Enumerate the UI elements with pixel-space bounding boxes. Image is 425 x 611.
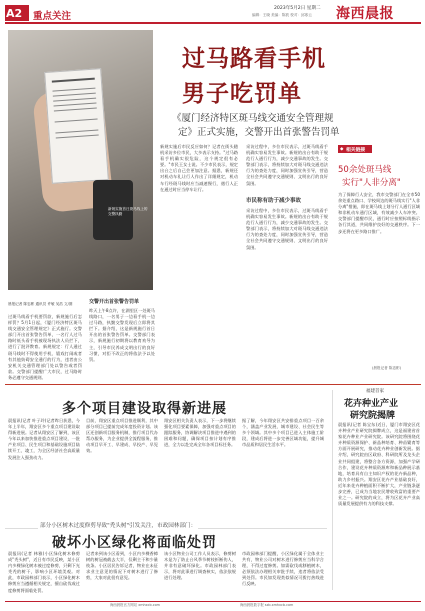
story-body-col4: 采访过程中，多位市民表示，过斑马线看手机确实容易发生事故。新规的出台有助于规范行人通行行为，减少交通事故的发生。交警部门表示，将持续加大对斑马线交通违法行为的查处力度，同时加强宣传引导，营造全社会共同遵守交通规则、文明出行的良好氛围。 bbox=[246, 144, 328, 186]
story2-col1: 晨报讯(记者 叶子玲)记者昨日获悉，今年上半年，翔安区多个重点项目建设取得新进展。记者从翔安区了解到，该区今年以来加快推进重点项目建设，一批产业项目、民生项目和基础设施项目陆续开工、竣工，为全区经济社会高质量发展注入强劲动力。 bbox=[8, 418, 80, 460]
divider-1 bbox=[5, 384, 421, 385]
headline-line1: 过马路看手机 bbox=[182, 46, 326, 72]
headline-line2: 男子吃罚单 bbox=[182, 81, 302, 107]
footer-right: 海西晨报数字报 szb.xmhxcb.com bbox=[240, 603, 294, 607]
subheadline-line2: 定》正式实施，交警开出首张警告罚单 bbox=[178, 127, 340, 138]
subhead-2: 市民称有助于减少事故 bbox=[246, 198, 302, 204]
story-body-col2: 昨天上午8点许，在湖里区一处斑马线路口，一名男子一边看手机一边过马路，执勤交警发现后立即将其拦下。据介绍，这是新规施行首日开出的首张警告罚单。交警部门表示，新规施行初期将以教育劝导为主，引导市民养成文明出行的良好习惯，对拒不改正的将依法予以处罚。 bbox=[89, 308, 155, 362]
story-body-col4b: 采访过程中，多位市民表示，过斑马线看手机确实容易发生事故。新规的出台有助于规范行人通行行为，减少交通事故的发生。交警部门表示，将持续加大对斑马线交通违法行为的查处力度，同时加强宣传引导，营造全社会共同遵守交通规则、文明出行的良好氛围。 bbox=[246, 208, 328, 250]
byline: 晨报记者 陈忠彬 通讯员 许敏 吴浩 文/图 bbox=[8, 302, 73, 306]
sidebar2-title-line2: 研究院揭牌 bbox=[350, 411, 396, 421]
section-heading: 交警开出首张警告罚单 bbox=[89, 299, 140, 305]
sidebar-title-line1: 50余处斑马线 bbox=[338, 165, 392, 175]
page-number: A2 bbox=[6, 7, 23, 20]
photo-ticket bbox=[44, 68, 109, 184]
sidebar-title-line2: 实行"人非分离" bbox=[342, 178, 401, 188]
masthead-logo: 海西晨报 bbox=[336, 6, 394, 22]
header-rule bbox=[5, 22, 421, 24]
story3-col4: 市政园林部门提醒，小区绿化属于全体业主共有，物业公司对树木进行修剪应当科学合理，不得过度修剪。如需砍伐或移植树木，必须依法办理相关审批手续，违者将依法受到处罚。市民如发现类似情况可拨打热线进行反映。 bbox=[242, 551, 324, 587]
story3-col1: 晨报讯(记者 林雅)小区绿化树木修剪成"秃头树"，近日有市民反映，某小区内多棵绿化树木被过度修剪，只剩下光秃秃的树干，影响小区环境美观。对此，市政园林部门表示，小区绿化树木修剪应当遵循相关规定，擅自砍伐或过度修剪将面临处罚。 bbox=[8, 551, 80, 593]
story2-col2: 目前，翔安区重点项目推进顺利，其中部分项目已提前完成年度投资计划。该区还创新项目服务机制，推行项目代办帮办服务，为企业提供全流程服务，推动项目早开工、早建成、早投产、早见效。 bbox=[86, 418, 158, 454]
footer-left: 海西晨报官方网站 xmhxcb.com bbox=[110, 603, 160, 607]
story3-headline: 破坏小区绿化将面临处罚 bbox=[52, 535, 217, 551]
header-editors: 编辑：王晓 美编：陈波 校对：邱寒云 bbox=[252, 13, 312, 17]
sidebar2-tag: 福建首家 bbox=[366, 389, 384, 394]
header-date: 2023年5月2日 星期二 bbox=[274, 6, 321, 11]
story2-col4: 据了解，今年翔安区共安排重点项目一百余个，涵盖产业发展、城市建设、社会民生等多个领域。其中多个项目已进入主体施工阶段，建成后将进一步完善区域功能，提升城市品质和居民生活水平。 bbox=[242, 418, 324, 448]
story2-headline: 多个项目建设取得新进展 bbox=[62, 401, 227, 417]
sidebar-tag: 相关链接 bbox=[346, 148, 366, 153]
vertical-divider bbox=[332, 390, 333, 590]
link-icon: ◆ bbox=[340, 147, 344, 152]
story3-col2: 记者来到该小区看到，小区内多棵香樟树的树冠被截去大半，仅剩主干和少量枝条。小区居民告诉记者，物业在未征求业主意见的情况下对树木进行了修剪，大家对此很有意见。 bbox=[86, 551, 158, 581]
sidebar-body: 为了保障行人安全，我市交警部门在全市50余处重点路口、学校周边的斑马线实行"人非分离"措施，即在斑马线上划分行人通行区域和非机动车通行区域，有效减少人车冲突。交警部门提醒市民，通行时应按照标线指示各行其道，共同维护良好的交通秩序。下一步还将在更多路口推广。 bbox=[338, 192, 420, 234]
story-body-col3: 新规实施后市民反应如何？记者在街头随机采访多位市民，大多表示支持。"过马路看手机确实很危险，这个规定很有必要。"市民王女士说。不少市民表示，规定出台之后自己会更加注意。据悉，新规还对机动车礼让行人作出了详细规定，机动车行经斑马线时应当减速慢行，遇行人正在通过时应当停车让行。 bbox=[160, 144, 238, 192]
story3-kicker: 部分小区树木过度修剪导致"秃头树"引发关注，市政园林部门： bbox=[40, 523, 197, 529]
news-photo bbox=[8, 30, 153, 290]
section-label: 重点关注 bbox=[33, 11, 72, 22]
subheadline-line1: 《厦门经济特区斑马线交通安全管理规 bbox=[172, 113, 334, 124]
story3-col3: 该小区物业公司工作人员表示，修剪树木是为了防止台风季节树枝折断伤人，并非有意破坏绿化。市政园林部门表示，将对此事进行调查核实，依法依规进行处理。 bbox=[164, 551, 236, 581]
story-body-col1: 过斑马线看手机要罚款，新规施行后怎样罚？5月1日起，《厦门经济特区斑马线交通安全管理规定》正式施行。交警部门开出首张警告罚单，一名行人过马路时低头看手机被现场执法人员拦下，进行了批评教育。新规规定：行人通过斑马线时不得使用手机、嬉戏打闹或者有其他妨碍安全通行的行为，违者由公安机关交通管理部门处以警告或者罚款。交警部门提醒广大市民，过马路时务必遵守交通规则。 bbox=[8, 314, 82, 380]
footer-rule bbox=[5, 601, 421, 602]
sidebar2-body: 晨报讯(记者 陈宝东)近日，厦门市翔安区花卉种业产业研究院揭牌成立，这是福建省首家花卉种业产业研究院。该研究院将围绕花卉种质资源保护、新品种培育、种苗繁育等方面开展研究，推动花卉种业创新发展。据介绍，研究院由区政府、科研院所及龙头企业共同组建，将整合各方资源，加强产学研合作，建设花卉种质资源库和新品种展示基地，培育具有自主知识产权的花卉新品种，助力乡村振兴。翔安区花卉产业基础良好，近年来花卉种植面积不断扩大，产业链条逐步完善，已成为当地农民增收致富的重要产业之一。研究院的成立，将为区花卉产业高质量发展提供有力的科技支撑。 bbox=[338, 422, 420, 507]
story2-col3: 翔安区相关负责人表示，下一步将继续强化项目要素保障，加强对重点项目的跟踪服务，协调解决项目推进中遇到的困难和问题，确保项目按计划有序推进，全力以赴完成全年各项目标任务。 bbox=[164, 418, 236, 448]
sidebar-credit: (晨报记者 陈忠彬) bbox=[372, 366, 402, 370]
photo-side-caption: 新规实施首日斑马线上的交警执勤 bbox=[108, 207, 148, 216]
sidebar2-title-line1: 花卉种业产业 bbox=[344, 399, 399, 409]
